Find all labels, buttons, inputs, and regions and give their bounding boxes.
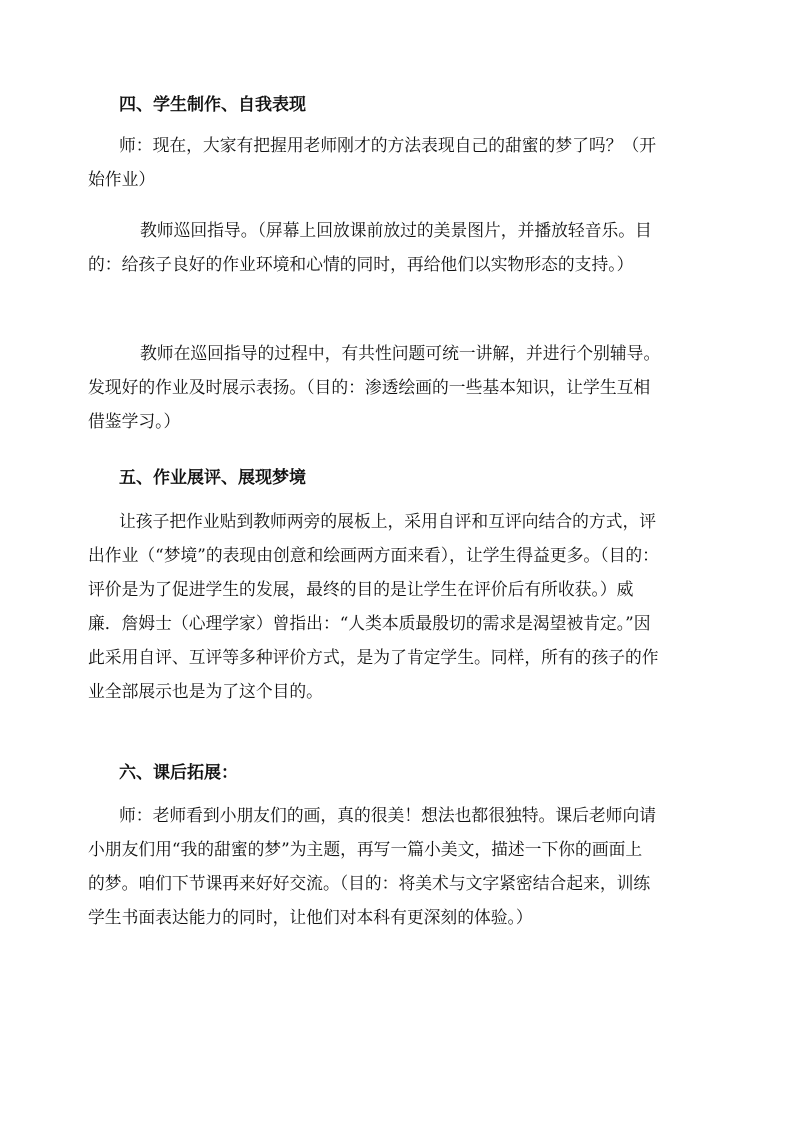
text-line: 教师在巡回指导的过程中，有共性问题可统一讲解，并进行个别辅导。	[140, 343, 661, 363]
paragraph-4-1	[88, 128, 710, 196]
paragraph-6-1	[88, 798, 710, 934]
text-line: 的梦。咱们下节课再来好好交流。（目的：将美术与文字紧密结合起来，训练	[88, 873, 651, 893]
text-line: 让孩子把作业贴到教师两旁的展板上，采用自评和互评向结合的方式，评	[119, 511, 657, 531]
text-line: 廉．詹姆士（心理学家）曾指出：“人类本质最殷切的需求是渴望被肯定。”因	[88, 613, 651, 633]
text-line: 出作业（“梦境”的表现由创意和绘画两方面来看），让学生得益更多。（目的：	[88, 545, 659, 565]
section-heading-4: 四、学生制作、自我表现	[119, 95, 306, 115]
section-heading-5: 五、作业展评、展现梦境	[119, 468, 306, 488]
text-line: 此采用自评、互评等多种评价方式，是为了肯定学生。同样，所有的孩子的作	[88, 647, 659, 667]
text-line: 师：老师看到小朋友们的画，真的很美！想法也都很独特。课后老师向请	[119, 805, 657, 825]
text-line: 业全部展示也是为了这个目的。	[88, 681, 323, 701]
text-line: 小朋友们用“我的甜蜜的梦”为主题，再写一篇小美文，描述一下你的画面上	[88, 839, 643, 859]
text-line: 的：给孩子良好的作业环境和心情的同时，再给他们以实物形态的支持。）	[88, 254, 634, 274]
paragraph-5-1	[88, 504, 710, 708]
paragraph-4-3	[88, 336, 710, 438]
text-line: 教师巡回指导。（屏幕上回放课前放过的美景图片，并播放轻音乐。目	[140, 220, 652, 240]
text-line: 评价是为了促进学生的发展，最终的目的是让学生在评价后有所收获。）威	[88, 579, 634, 599]
text-line: 师：现在，大家有把握用老师刚才的方法表现自己的甜蜜的梦了吗？（开	[119, 135, 657, 155]
paragraph-4-2	[88, 213, 710, 281]
section-heading-6: 六、课后拓展：	[119, 763, 238, 783]
text-line: 借鉴学习。）	[88, 411, 181, 431]
text-line: 发现好的作业及时展示表扬。（目的：渗透绘画的一些基本知识，让学生互相	[88, 377, 651, 397]
text-line: 始作业）	[88, 169, 156, 189]
text-line: 学生书面表达能力的同时，让他们对本科有更深刻的体验。）	[88, 907, 533, 927]
